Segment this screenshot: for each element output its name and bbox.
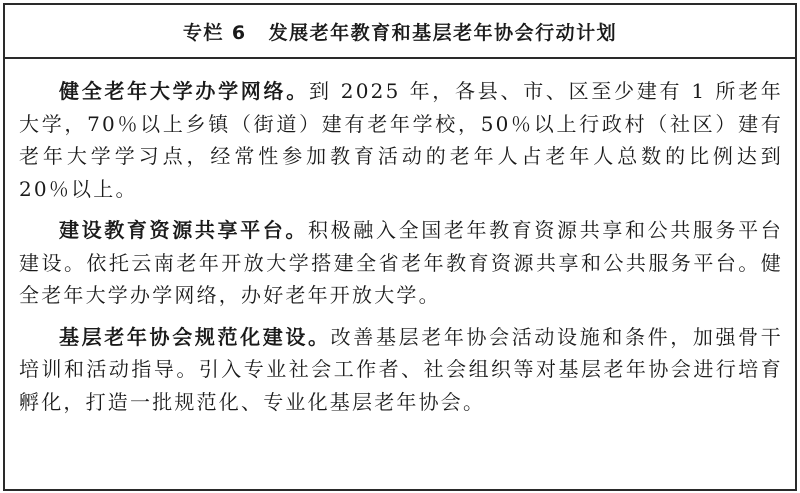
- paragraph-association-building: [19, 321, 783, 419]
- column-title: 发展老年教育和基层老年协会行动计划: [268, 21, 618, 44]
- column-label: 专栏 6: [182, 21, 247, 44]
- paragraph-text: 到 2025 年，各县、市、区至少建有 1 所老年大学，70％以上乡镇（街道）建有老年学校，50％以上行政村（社区）建有老年大学学习点，经常性参加教育活动的老年人占老年人总数的比例达到 20％以上。: [19, 79, 784, 201]
- paragraph-text: 积极融入全国老年教育资源共享和公共服务平台建设。依托云南老年开放大学搭建全省老年教育资源共享和公共服务平台。健全老年大学办学网络，办好老年开放大学。: [19, 218, 784, 307]
- paragraph-text: 改善基层老年协会活动设施和条件，加强骨干培训和活动指导。引入专业社会工作者、社会组织等对基层老年协会进行培育孵化，打造一批规范化、专业化基层老年协会。: [19, 324, 784, 414]
- paragraph-lead: 健全老年大学办学网络。: [59, 79, 309, 103]
- column-box: [3, 3, 797, 491]
- paragraph-school-network: [19, 75, 783, 205]
- column-header: [5, 5, 795, 59]
- paragraph-lead: 基层老年协会规范化建设。: [59, 324, 331, 349]
- paragraph-resource-platform: [19, 214, 783, 312]
- column-body: [19, 75, 783, 427]
- paragraph-lead: 建设教育资源共享平台。: [59, 218, 309, 242]
